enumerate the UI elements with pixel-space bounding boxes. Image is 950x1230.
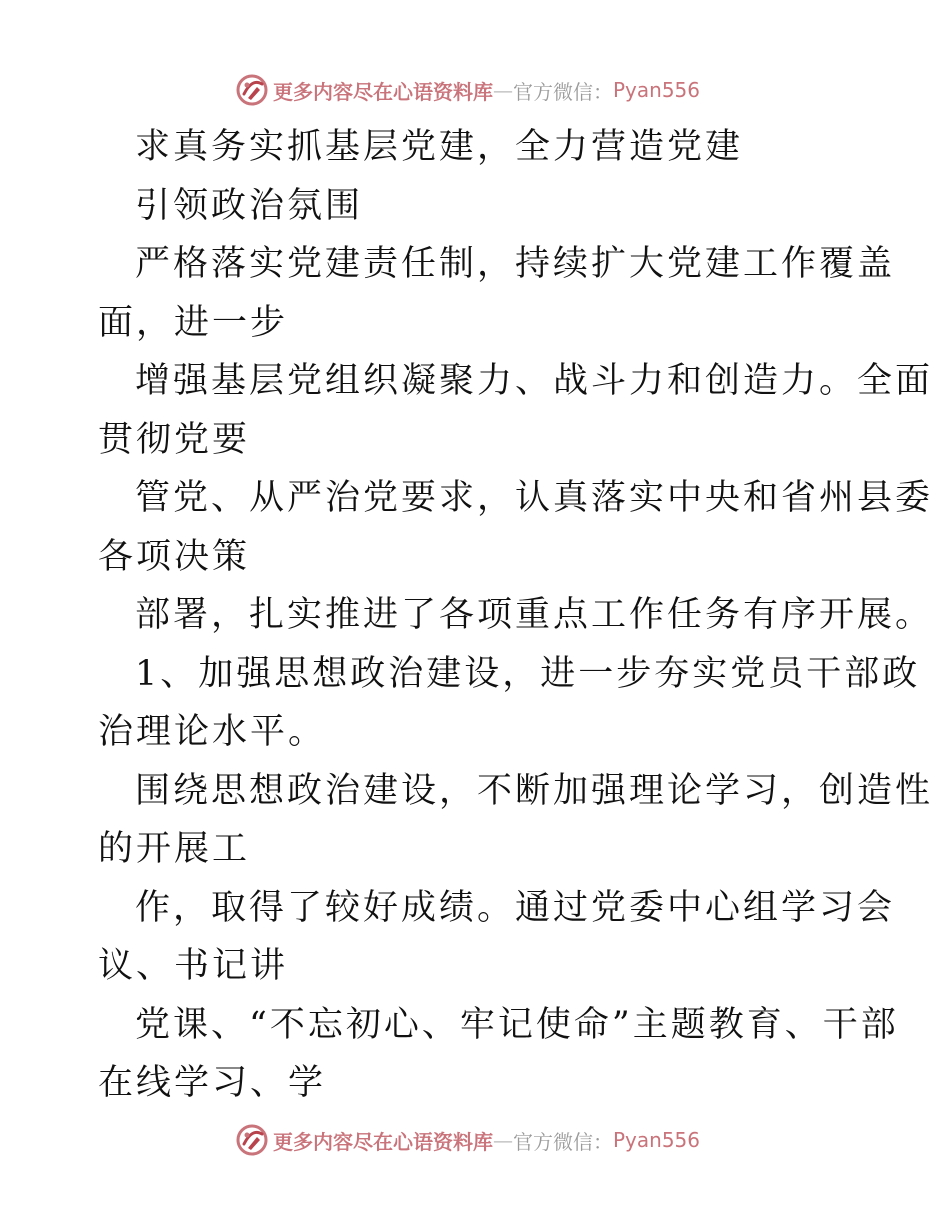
text-line: 1、加强思想政治建设，进一步夯实党员干部政 [135,653,921,694]
text-line: 议、书记讲 [98,946,289,986]
text-line: 的开展工 [98,829,251,869]
text-line: 面，进一步 [98,302,289,343]
header-watermark [235,72,700,108]
watermark-dash: — [493,78,513,102]
text-line: 求真务实抓基层党建，全力营造党建 [135,127,744,167]
text-line: 治理论水平。 [98,712,327,752]
text-line: 各项决策 [98,536,251,577]
footer-watermark [235,1122,700,1158]
document-body [98,118,934,1113]
watermark-wechat-id: Pyan556 [613,1128,701,1152]
brand-logo-icon [235,1123,269,1157]
watermark-label: 官方微信： [513,1129,613,1154]
text-line: 管党、从严治党要求，认真落实中央和省州县委 [135,478,934,518]
watermark-label: 官方微信： [513,79,613,104]
watermark-wechat-id: Pyan556 [613,78,701,102]
text-line: 增强基层党组织凝聚力、战斗力和创造力。全面 [135,361,934,401]
text-line: 党课、“不忘初心、牢记使命”主题教育、干部 [135,1004,899,1045]
watermark-text: 更多内容尽在心语资料库 [273,1129,493,1154]
text-line: 部署，扎实推进了各项重点工作任务有序开展。 [135,595,934,635]
text-line: 在线学习、学 [98,1063,327,1103]
watermark-text: 更多内容尽在心语资料库 [273,79,493,104]
text-line: 围绕思想政治建设，不断加强理论学习，创造性 [135,770,934,811]
text-line: 贯彻党要 [98,419,251,460]
text-line: 引领政治氛围 [135,185,364,226]
watermark-dash: — [493,1128,513,1152]
text-line: 作，取得了较好成绩。通过党委中心组学习会 [135,887,896,928]
brand-logo-icon [235,73,269,107]
text-line: 严格落实党建责任制，持续扩大党建工作覆盖 [135,244,896,284]
